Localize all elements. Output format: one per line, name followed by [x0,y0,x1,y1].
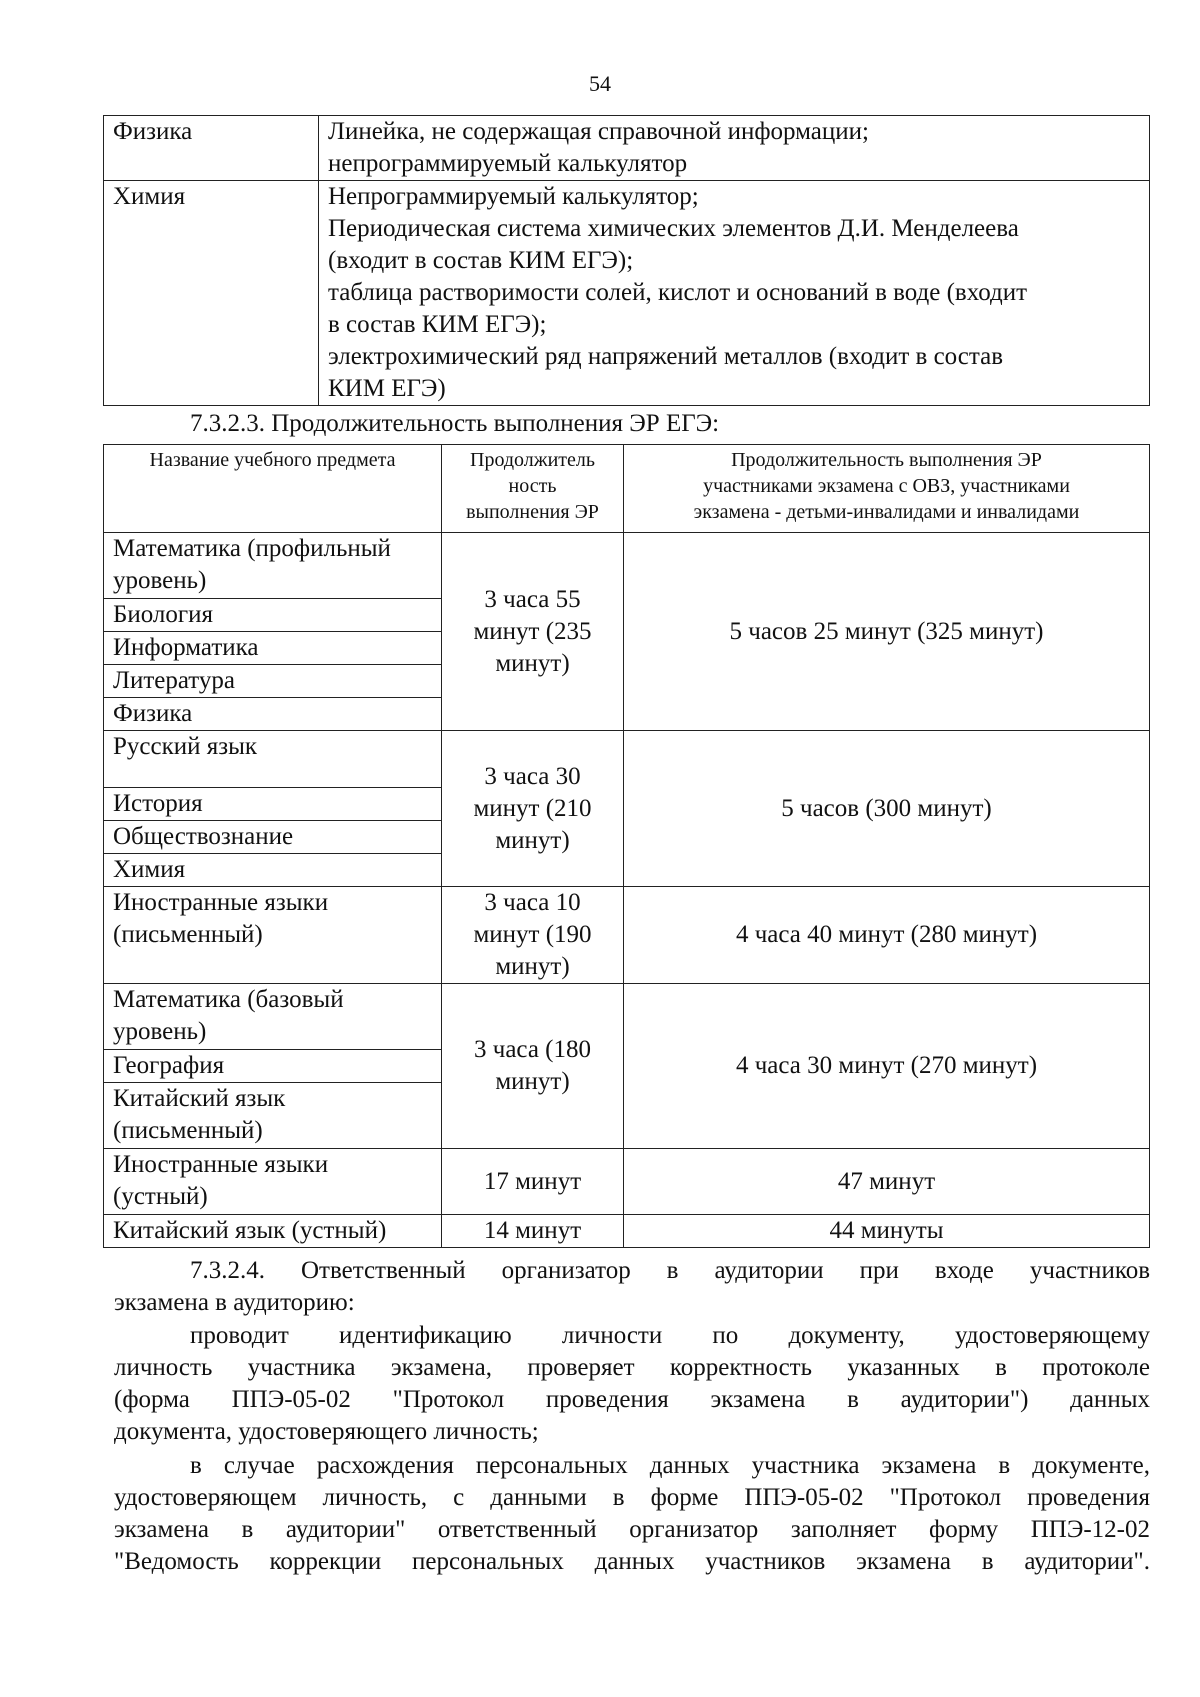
subject-cell [104,984,442,1050]
duration-line: минут (235 [473,617,592,645]
paragraph-mismatch [114,1450,1150,1578]
duration-line: 3 часа 10 [484,889,581,916]
table-row [104,731,1150,788]
duration-ovz-cell: 47 минут [624,1149,1150,1215]
page-number: 54 [589,71,611,96]
table-row [104,181,1150,406]
materials-line: Линейка, не содержащая справочной информации; [328,118,869,145]
duration-cell [442,731,624,887]
table-row [104,1215,1150,1248]
subject-cell [104,1083,442,1149]
duration-line: 3 часа 30 [484,762,581,790]
subject-line: Иностранные языки [113,1151,329,1178]
subject-cell: Обществознание [104,821,442,854]
subject-cell: История [104,788,442,821]
subject-cell [104,533,442,599]
duration-ovz-cell: 5 часов 25 минут (325 минут) [624,533,1150,731]
materials-line: Периодическая система химических элементов Д.И. Менделеева [328,215,1019,242]
paragraph-identification [114,1320,1150,1448]
duration-table [103,444,1150,1248]
paragraph-line: (форма ППЭ-05-02 "Протокол проведения экзамена в аудитории") данных [114,1386,1150,1413]
duration-cell [442,984,624,1149]
materials-line: (входит в состав КИМ ЕГЭ); [328,247,634,274]
duration-ovz-cell: 4 часа 30 минут (270 минут) [624,984,1150,1149]
paragraph-line: экзамена в аудитории" ответственный организатор заполняет форму ППЭ-12-02 [114,1516,1150,1543]
subject-line: уровень) [113,1018,207,1045]
materials-line: Непрограммируемый калькулятор; [328,183,699,210]
duration-line: минут) [495,953,570,980]
subject-cell: Информатика [104,632,442,665]
header-line: выполнения ЭР [466,501,599,523]
paragraph-line: в случае расхождения персональных данных участника экзамена в документе, [190,1452,1150,1479]
subject-cell: Физика [104,698,442,731]
paragraph-line: проводит идентификацию личности по документу, удостоверяющему [190,1322,1150,1349]
header-line: экзамена - детьми-инвалидами и инвалидами [693,501,1080,523]
subject-line: (письменный) [113,1117,263,1144]
duration-line: минут) [495,826,570,854]
materials-line: непрограммируемый калькулятор [328,150,688,177]
duration-cell [442,887,624,984]
duration-line: минут) [495,1068,570,1095]
duration-cell: 14 минут [442,1215,624,1248]
table-row [104,116,1150,181]
duration-line: 3 часа (180 [474,1036,591,1063]
duration-cell: 17 минут [442,1149,624,1215]
header-line: ность [508,475,557,497]
subject-line: (устный) [113,1183,208,1210]
subject-cell [104,1149,442,1215]
header-duration [442,445,624,533]
duration-ovz-cell: 5 часов (300 минут) [624,731,1150,887]
duration-ovz-cell: 44 минуты [624,1215,1150,1248]
paragraph-line: документа, удостоверяющего личность; [114,1418,539,1445]
subject-cell: География [104,1050,442,1083]
table-row [104,533,1150,599]
paragraph-line: 7.3.2.4. Ответственный организатор в аудитории при входе участников [190,1257,1150,1284]
table-row [104,887,1150,984]
subject-cell: Биология [104,599,442,632]
subject-cell: Китайский язык (устный) [104,1215,442,1248]
materials-line: электрохимический ряд напряжений металлов (входит в состав [328,343,1004,370]
subject-cell [104,887,442,984]
duration-cell [442,533,624,731]
duration-ovz-cell: 4 часа 40 минут (280 минут) [624,887,1150,984]
materials-line: КИМ ЕГЭ) [328,375,446,402]
paragraph-7324 [114,1255,1150,1319]
subject-cell: Химия [104,181,319,406]
subject-line: (письменный) [113,921,263,948]
section-heading-7323: 7.3.2.3. Продолжительность выполнения ЭР ЕГЭ: [190,410,720,437]
duration-line: минут (210 [473,794,592,822]
header-duration-ovz [624,445,1150,533]
subject-line: Математика (базовый [113,986,344,1013]
paragraph-line: экзамена в аудиторию: [114,1289,355,1316]
paragraph-line: "Ведомость коррекции персональных данных участников экзамена в аудитории". [114,1548,1150,1575]
table-row [104,1149,1150,1215]
paragraph-line: удостоверяющем личность, с данными в форме ППЭ-05-02 "Протокол проведения [114,1484,1150,1511]
table-row [104,984,1150,1050]
materials-line: таблица растворимости солей, кислот и оснований в воде (входит [328,279,1028,306]
duration-line: 3 часа 55 [484,585,581,613]
subject-cell: Химия [104,854,442,887]
subject-line: Иностранные языки [113,889,329,916]
materials-line: в состав КИМ ЕГЭ); [328,311,547,338]
subject-cell: Физика [104,116,319,181]
table-header-row [104,445,1150,533]
header-subject: Название учебного предмета [104,445,442,533]
header-line: Продолжитель [470,449,595,471]
subject-line: Китайский язык [113,1085,286,1112]
subject-line: Математика (профильный [113,535,391,562]
duration-line: минут (190 [473,921,592,948]
duration-line: минут) [495,649,570,677]
materials-cell [319,116,1150,181]
header-line: Продолжительность выполнения ЭР [731,449,1042,471]
header-line: участниками экзамена с ОВЗ, участниками [703,475,1070,497]
subject-cell: Русский язык [104,731,442,788]
materials-cell [319,181,1150,406]
subject-cell: Литература [104,665,442,698]
paragraph-line: личность участника экзамена, проверяет корректность указанных в протоколе [114,1354,1150,1381]
subject-line: уровень) [113,567,207,594]
allowed-materials-table [103,115,1150,406]
